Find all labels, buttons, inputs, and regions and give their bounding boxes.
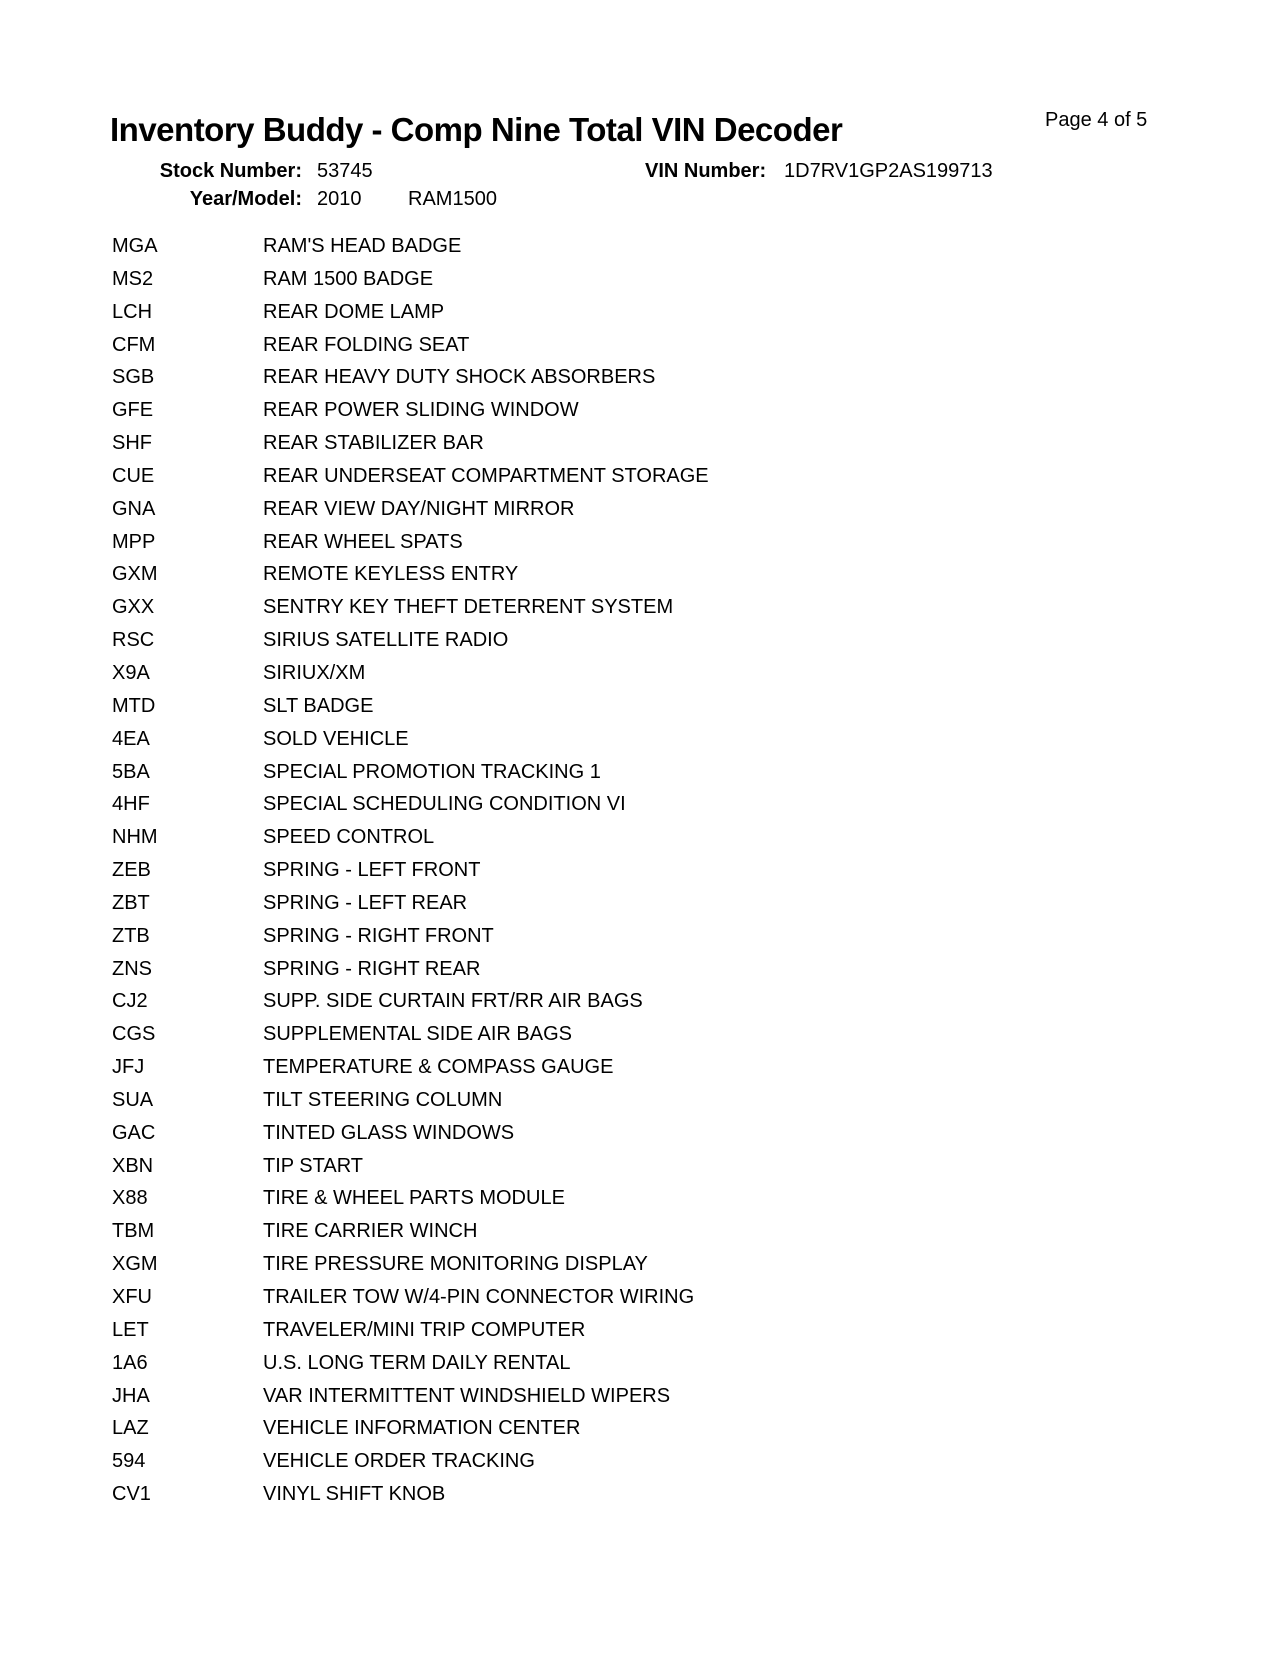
option-row: [0, 1412, 1280, 1445]
option-description: REAR DOME LAMP: [263, 300, 445, 323]
option-description: REAR STABILIZER BAR: [263, 432, 484, 455]
option-row: [0, 920, 1280, 953]
option-row: [0, 526, 1280, 559]
option-description: REAR VIEW DAY/NIGHT MIRROR: [263, 497, 575, 520]
option-code: SUA: [112, 1088, 154, 1111]
option-description: REAR UNDERSEAT COMPARTMENT STORAGE: [263, 464, 709, 487]
option-row: [0, 690, 1280, 723]
option-description: REAR WHEEL SPATS: [263, 530, 463, 553]
page-number-indicator: Page 4 of 5: [1045, 109, 1148, 131]
option-code: X88: [112, 1187, 148, 1210]
option-code: ZTB: [112, 924, 150, 947]
option-row: [0, 723, 1280, 756]
option-code: LAZ: [112, 1417, 149, 1440]
option-row: [0, 1084, 1280, 1117]
year-value: 2010: [317, 188, 362, 210]
option-code: CFM: [112, 333, 156, 356]
option-row: [0, 1150, 1280, 1183]
option-row: [0, 361, 1280, 394]
option-code: CGS: [112, 1023, 156, 1046]
option-code: 4EA: [112, 727, 150, 750]
option-code: XFU: [112, 1286, 152, 1308]
options-list: [0, 230, 1280, 1511]
option-row: [0, 230, 1280, 263]
option-row: [0, 1314, 1280, 1347]
option-code: 1A6: [112, 1351, 148, 1374]
option-code: ZBT: [112, 891, 150, 914]
option-description: TIRE PRESSURE MONITORING DISPLAY: [263, 1253, 648, 1276]
option-row: [0, 296, 1280, 329]
option-description: SIRIUS SATELLITE RADIO: [263, 629, 509, 652]
year-model-label: Year/Model:: [189, 188, 302, 210]
option-description: SIRIUX/XM: [263, 661, 366, 684]
option-row: [0, 1248, 1280, 1281]
option-row: [0, 624, 1280, 657]
option-code: JHA: [112, 1384, 150, 1407]
option-code: 4HF: [112, 793, 150, 816]
option-description: VAR INTERMITTENT WINDSHIELD WIPERS: [263, 1384, 671, 1407]
option-description: SENTRY KEY THEFT DETERRENT SYSTEM: [263, 596, 674, 619]
option-code: LCH: [112, 300, 153, 323]
option-row: [0, 953, 1280, 986]
option-code: X9A: [112, 661, 150, 684]
option-code: 594: [112, 1450, 146, 1473]
option-description: SLT BADGE: [263, 694, 374, 717]
option-row: [0, 1347, 1280, 1380]
option-description: SUPP. SIDE CURTAIN FRT/RR AIR BAGS: [263, 990, 643, 1013]
option-description: VEHICLE ORDER TRACKING: [263, 1450, 535, 1473]
vin-number-value: 1D7RV1GP2AS199713: [784, 160, 993, 182]
option-code: SHF: [112, 432, 152, 455]
option-description: SPRING - RIGHT REAR: [263, 957, 481, 980]
option-code: ZEB: [112, 859, 151, 882]
option-row: [0, 263, 1280, 296]
option-description: SPRING - LEFT FRONT: [263, 859, 481, 882]
option-row: [0, 460, 1280, 493]
vin-number-label: VIN Number:: [645, 160, 767, 182]
option-code: RSC: [112, 629, 155, 652]
option-row: [0, 1281, 1280, 1314]
option-description: TRAVELER/MINI TRIP COMPUTER: [263, 1318, 586, 1341]
option-row: [0, 756, 1280, 789]
option-code: MTD: [112, 694, 156, 717]
option-row: [0, 887, 1280, 920]
option-code: GNA: [112, 497, 156, 520]
option-code: GFE: [112, 399, 154, 422]
option-code: CJ2: [112, 990, 148, 1013]
option-row: [0, 985, 1280, 1018]
option-description: RAM 1500 BADGE: [263, 267, 434, 290]
option-description: SPECIAL SCHEDULING CONDITION VI: [263, 793, 626, 816]
page-title: Inventory Buddy - Comp Nine Total VIN Decoder: [110, 111, 843, 148]
option-description: TILT STEERING COLUMN: [263, 1088, 503, 1111]
option-description: REAR HEAVY DUTY SHOCK ABSORBERS: [263, 366, 656, 389]
option-row: [0, 788, 1280, 821]
option-description: REMOTE KEYLESS ENTRY: [263, 563, 519, 586]
option-description: SPECIAL PROMOTION TRACKING 1: [263, 760, 601, 783]
option-row: [0, 657, 1280, 690]
option-row: [0, 1051, 1280, 1084]
option-row: [0, 493, 1280, 526]
option-code: 5BA: [112, 760, 150, 783]
option-description: TRAILER TOW W/4-PIN CONNECTOR WIRING: [263, 1286, 695, 1308]
option-row: [0, 854, 1280, 887]
stock-number-label: Stock Number:: [159, 160, 302, 182]
option-description: TEMPERATURE & COMPASS GAUGE: [263, 1056, 614, 1079]
option-row: [0, 427, 1280, 460]
option-row: [0, 1445, 1280, 1478]
option-description: SPRING - RIGHT FRONT: [263, 924, 494, 947]
option-row: [0, 1117, 1280, 1150]
option-row: [0, 394, 1280, 427]
option-description: VEHICLE INFORMATION CENTER: [263, 1417, 581, 1440]
option-code: CV1: [112, 1483, 151, 1506]
option-description: TIRE CARRIER WINCH: [263, 1220, 478, 1243]
option-row: [0, 1380, 1280, 1413]
option-row: [0, 591, 1280, 624]
option-description: REAR POWER SLIDING WINDOW: [263, 399, 579, 422]
option-code: LET: [112, 1318, 149, 1341]
option-description: TIRE & WHEEL PARTS MODULE: [263, 1187, 565, 1210]
option-description: U.S. LONG TERM DAILY RENTAL: [263, 1351, 571, 1374]
option-code: JFJ: [112, 1056, 145, 1079]
option-row: [0, 1478, 1280, 1511]
option-code: CUE: [112, 464, 155, 487]
option-row: [0, 329, 1280, 362]
option-row: [0, 1182, 1280, 1215]
option-code: GAC: [112, 1121, 156, 1144]
option-code: NHM: [112, 826, 158, 849]
option-description: RAM'S HEAD BADGE: [263, 235, 462, 257]
option-row: [0, 558, 1280, 591]
option-description: SOLD VEHICLE: [263, 727, 409, 750]
option-code: MGA: [112, 235, 158, 257]
option-code: TBM: [112, 1220, 155, 1243]
option-description: SPEED CONTROL: [263, 826, 435, 849]
option-description: TINTED GLASS WINDOWS: [263, 1121, 515, 1144]
option-row: [0, 1018, 1280, 1051]
option-code: MS2: [112, 267, 154, 290]
option-row: [0, 821, 1280, 854]
option-description: REAR FOLDING SEAT: [263, 333, 470, 356]
option-code: GXX: [112, 596, 155, 619]
option-code: SGB: [112, 366, 155, 389]
option-code: GXM: [112, 563, 158, 586]
stock-number-value: 53745: [317, 160, 373, 182]
option-description: VINYL SHIFT KNOB: [263, 1483, 446, 1506]
model-value: RAM1500: [408, 188, 497, 210]
option-code: ZNS: [112, 957, 152, 980]
option-code: XBN: [112, 1154, 154, 1177]
option-row: [0, 1215, 1280, 1248]
option-code: MPP: [112, 530, 156, 553]
option-description: TIP START: [263, 1154, 364, 1177]
option-code: XGM: [112, 1253, 158, 1276]
option-description: SPRING - LEFT REAR: [263, 891, 468, 914]
option-description: SUPPLEMENTAL SIDE AIR BAGS: [263, 1023, 572, 1046]
